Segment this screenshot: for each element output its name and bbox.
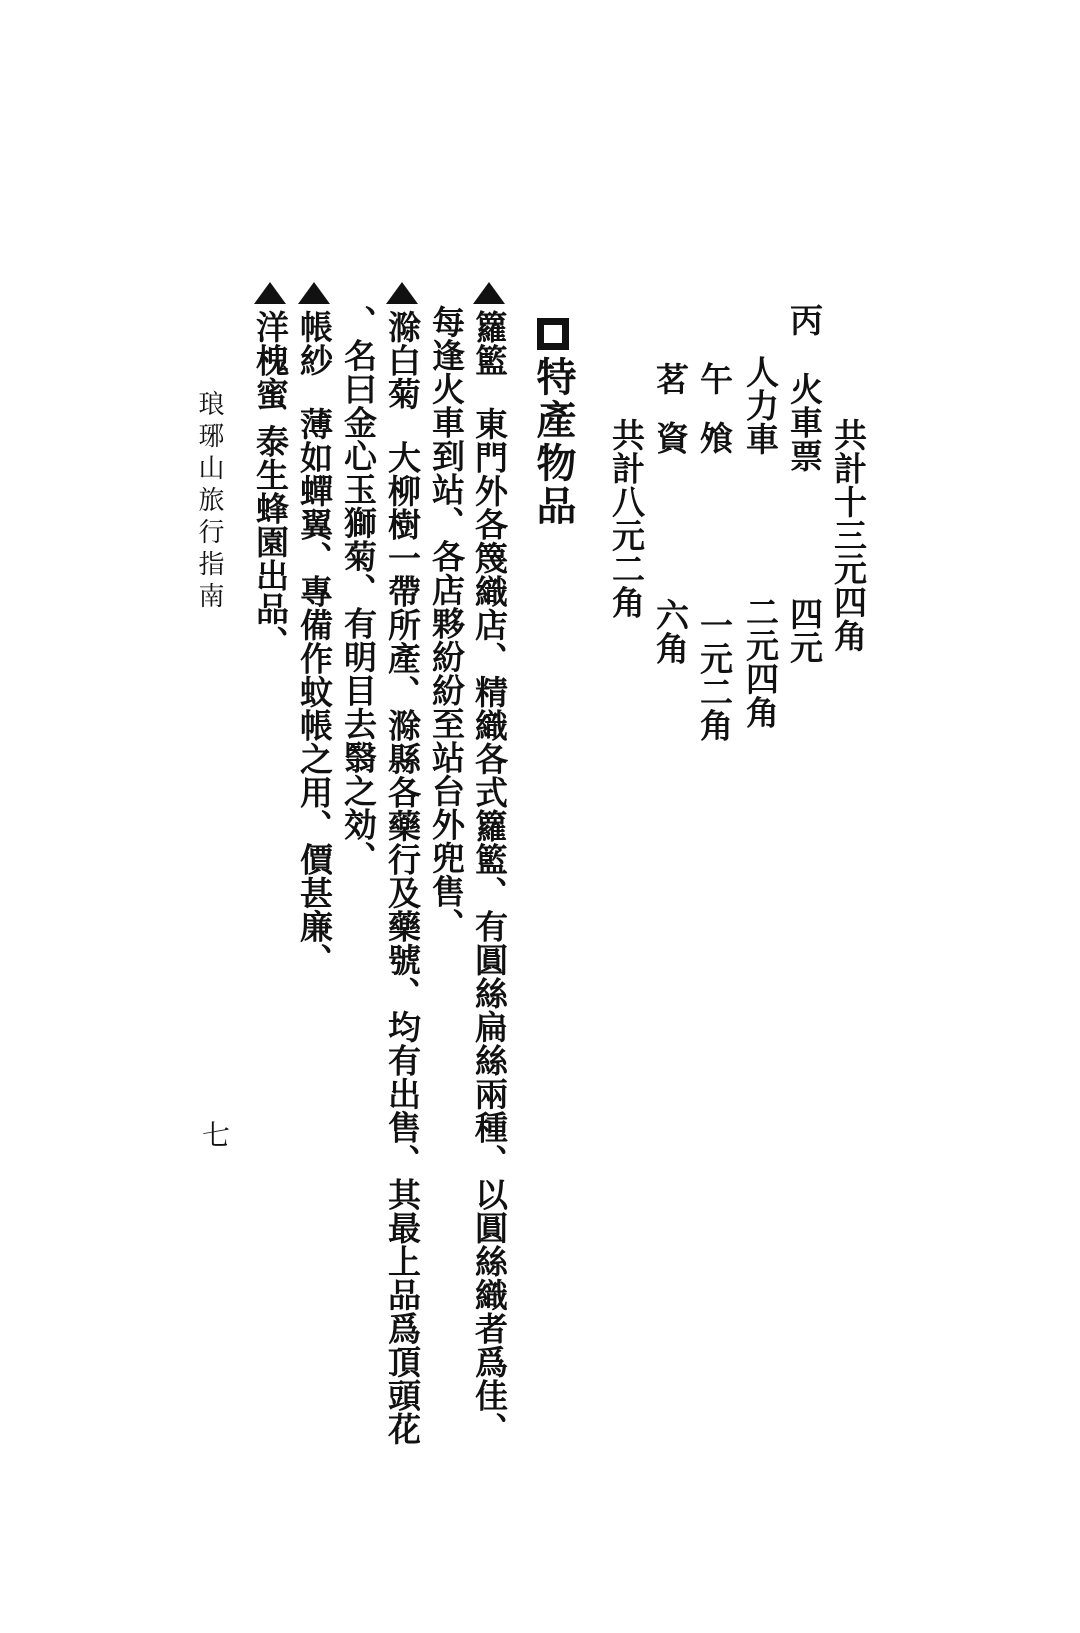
triangle-bullet-icon [298,282,330,304]
entry-4-line-1 [251,282,290,659]
entry-1-text-2: 每逢火車到站、各店夥紛紛至站台外兜售、 [427,305,466,942]
fare-item-price-2: 二元四角 [741,595,780,729]
fare-item-price-4: 六角 [651,598,690,665]
fare-item-name-4: 茗資 [651,362,690,480]
entry-2-name: 滁白菊 [383,310,422,411]
triangle-bullet-icon [254,282,286,304]
square-bullet-icon [537,318,569,350]
fare-item-name-2: 人力車 [741,355,780,456]
entry-3-line-1 [295,282,334,977]
fare-item-name-3: 午飧 [695,362,734,480]
entry-3-name: 帳紗 [295,310,334,377]
page-number: 七 [198,1120,231,1149]
entry-1-text-1: 東門外各篾織店、精織各式籮籃、有圓絲扁絲兩種、以圓絲織者爲佳、 [470,407,509,1446]
triangle-bullet-icon [473,282,505,304]
entry-1-line-1 [470,282,509,1446]
entry-2-text-1: 大柳樹一帶所產、滁縣各藥行及藥號、均有出售、其最上品爲頂頭花 [383,440,422,1446]
entry-3-text-1: 薄如蟬翼、專備作蚊帳之用、價甚廉、 [295,407,334,977]
fare-item-name-1: 火車票 [785,372,824,473]
fare-item-price-1: 四元 [785,597,824,664]
entry-1-name: 籮籃 [470,310,509,377]
entry-2-line-1 [383,282,422,1446]
fare-total-1: 共計十三元四角 [829,418,868,653]
entry-4-name: 洋槐蜜 [251,310,290,411]
fare-total-2: 共計八元二角 [607,418,646,619]
fare-item-price-3: 一元二角 [695,608,734,742]
entry-2-text-2: 、名曰金心玉獅菊、有明目去翳之効、 [339,305,378,875]
triangle-bullet-icon [386,282,418,304]
fare-group-label: 丙 [785,303,824,337]
section-title: 特產物品 [530,356,577,528]
entry-4-text-1: 泰生蜂園出品、 [251,424,290,659]
running-title: 琅琊山旅行指南 [194,390,224,614]
section-heading [530,318,577,528]
